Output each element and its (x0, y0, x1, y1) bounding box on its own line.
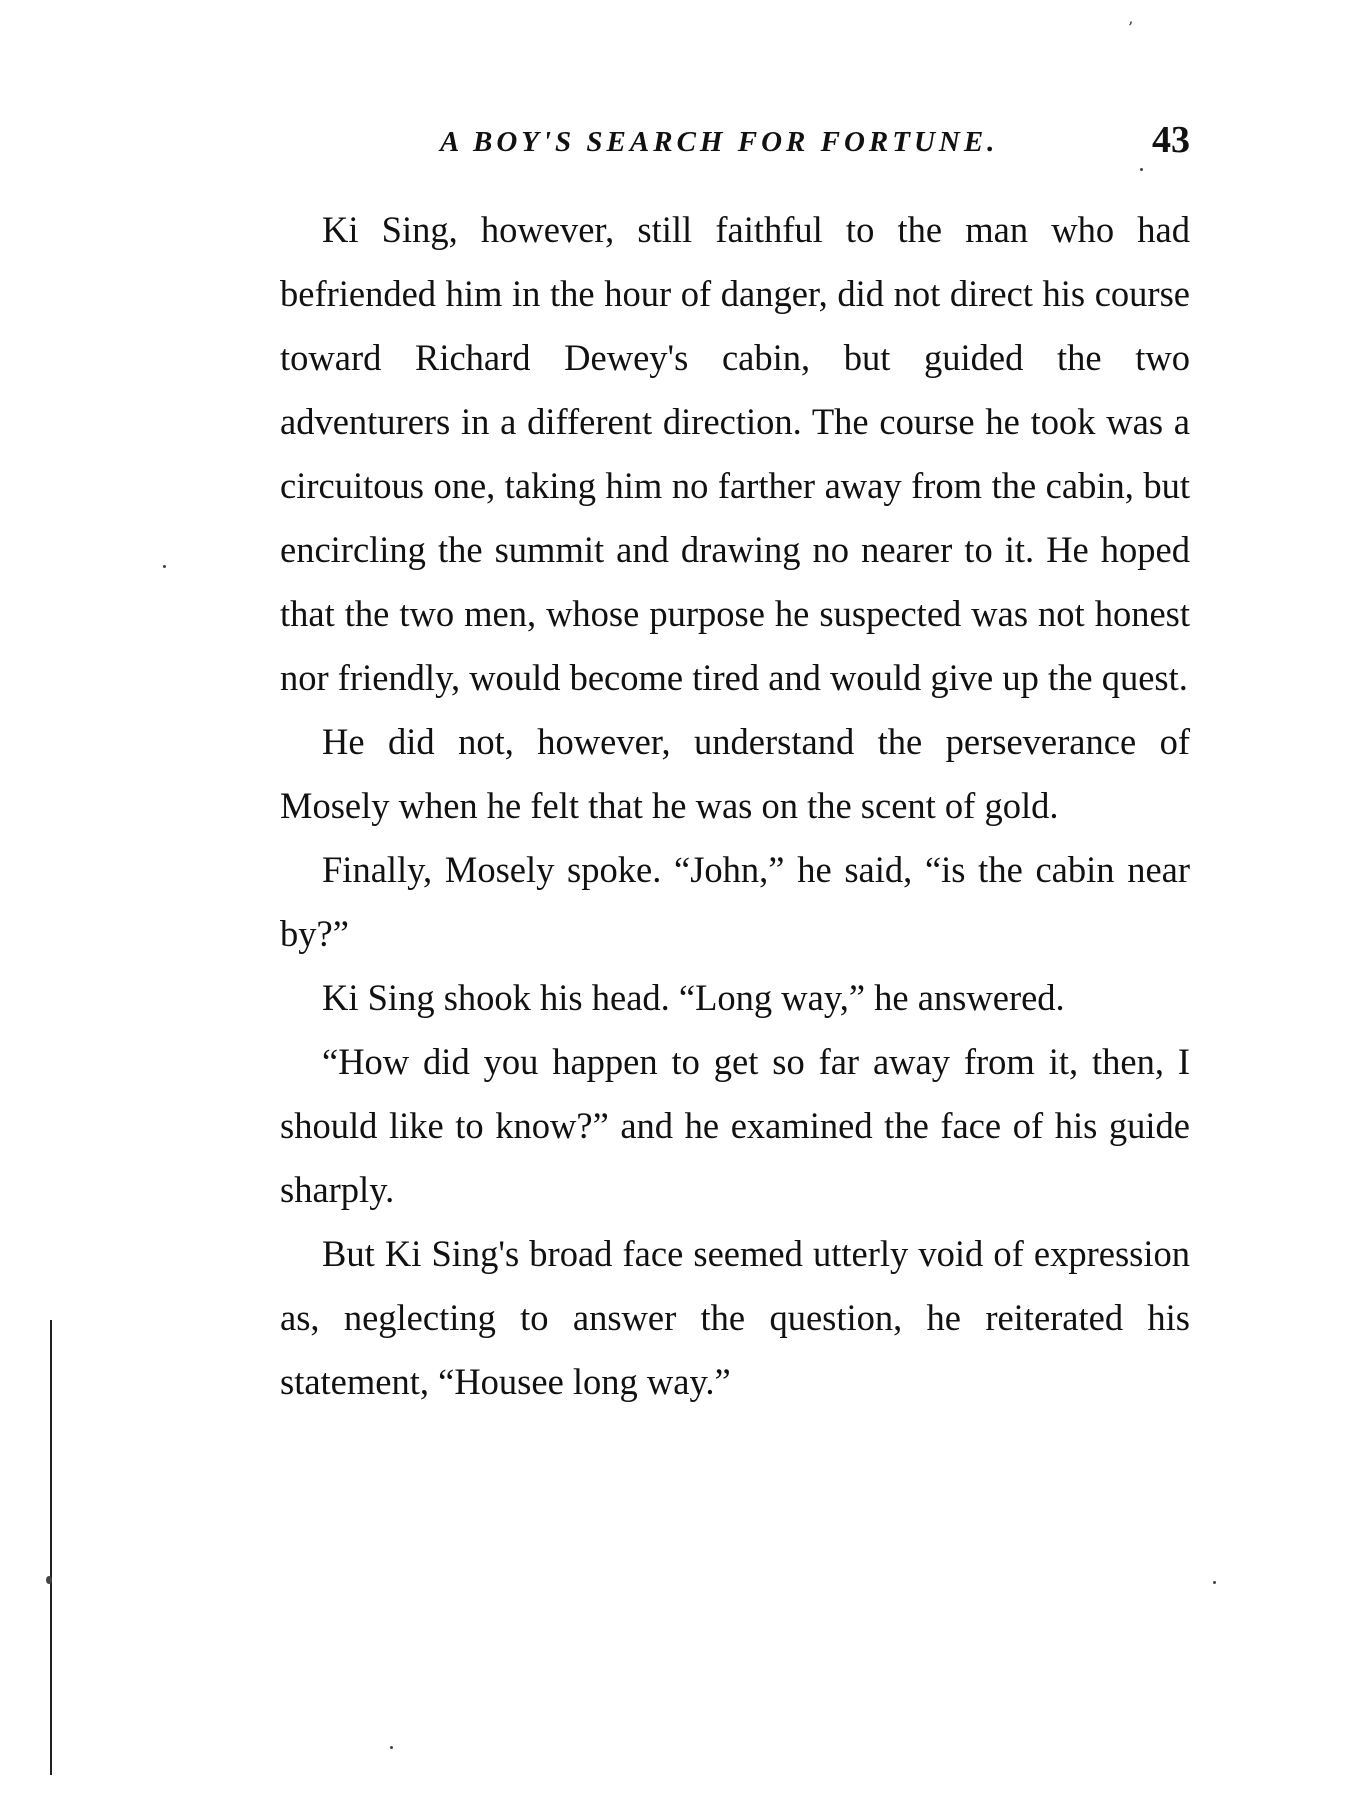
scan-speck (1213, 1581, 1216, 1584)
paragraph-6: But Ki Sing's broad face seemed utterly void of expression as, neglecting to answer the question, he reiterated his statement, “Housee long way.” (280, 1233, 1190, 1402)
scan-speck (163, 565, 166, 568)
paragraph-2: He did not, however, understand the perseverance of Mosely when he felt that he was on the scent of gold. (280, 721, 1190, 826)
paragraph-4: Ki Sing shook his head. “Long way,” he answered. (322, 977, 1065, 1018)
scan-speck (46, 1576, 52, 1584)
paragraph-3: Finally, Mosely spoke. “John,” he said, “is the cabin near by?” (280, 849, 1190, 954)
paragraph-1: Ki Sing, however, still faithful to the man who had befriended him in the hour of danger, did not direct his course toward Richard Dewey's cabin, but guided the two adventurers in a different direction. The course he took was a circuitous one, taking him no farther away from the cabin, but encircling the summit and drawing no nearer to it. He hoped that the two men, whose purpose he suspected was not honest nor friendly, would become tired and would give up the quest. (280, 209, 1190, 698)
binding-margin-line (50, 1320, 52, 1775)
running-title: A BOY'S SEARCH FOR FORTUNE. (440, 126, 999, 158)
page-number: 43 (1152, 119, 1190, 161)
body-text (280, 198, 1190, 1414)
scan-speck (1140, 168, 1143, 171)
corner-mark: ’ (1128, 18, 1134, 37)
scan-speck (390, 1746, 393, 1749)
running-head (280, 118, 1190, 168)
paragraph-5: “How did you happen to get so far away from it, then, I should like to know?” and he examined the face of his guide sharply. (280, 1041, 1190, 1210)
